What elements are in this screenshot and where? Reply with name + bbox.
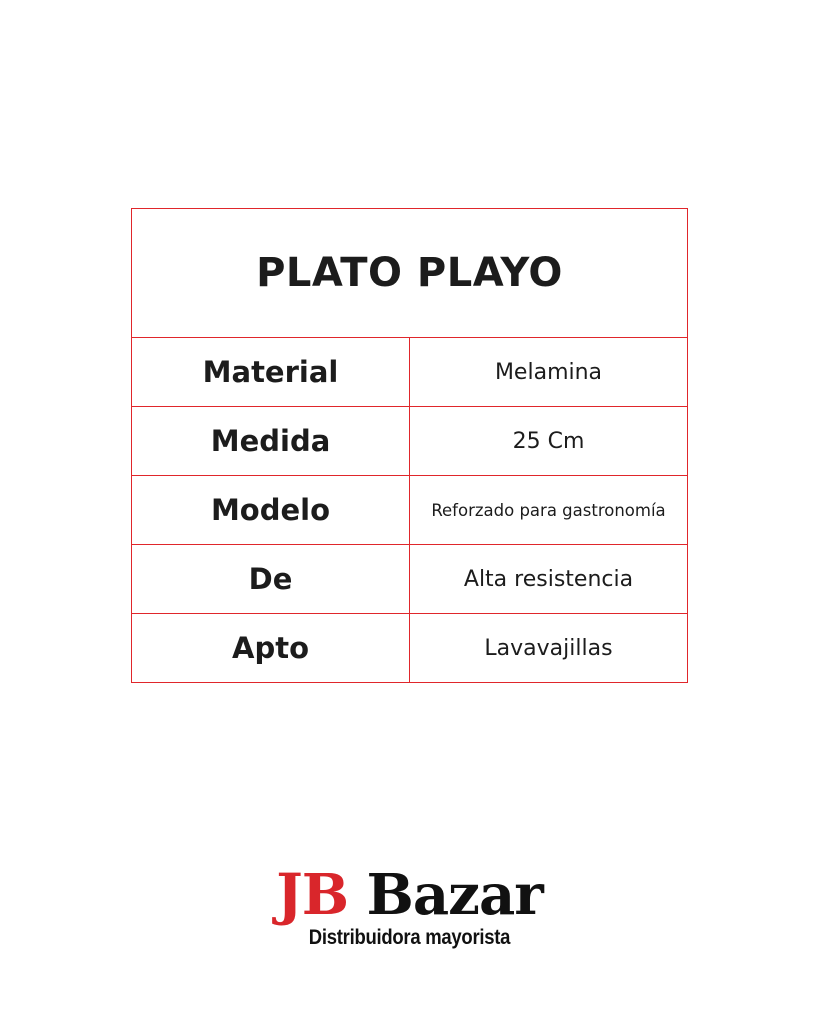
spec-label: Apto xyxy=(132,614,410,683)
spec-row-medida xyxy=(132,407,688,476)
spec-row-de xyxy=(132,545,688,614)
spec-value: Reforzado para gastronomía xyxy=(410,476,688,545)
brand-wordmark xyxy=(276,862,543,928)
spec-value: Lavavajillas xyxy=(410,614,688,683)
brand-name-bazar: Bazar xyxy=(366,862,543,928)
brand-tagline: Distribuidora mayorista xyxy=(308,926,511,949)
spec-label: Material xyxy=(132,338,410,407)
spec-row-material xyxy=(132,338,688,407)
spec-value: Alta resistencia xyxy=(410,545,688,614)
spec-value: 25 Cm xyxy=(410,407,688,476)
spec-row-modelo xyxy=(132,476,688,545)
spec-table xyxy=(131,208,688,683)
spec-value: Melamina xyxy=(410,338,688,407)
product-title: PLATO PLAYO xyxy=(132,209,688,338)
brand-logo xyxy=(0,862,819,928)
spec-label: Modelo xyxy=(132,476,410,545)
spec-row-apto xyxy=(132,614,688,683)
spec-label: De xyxy=(132,545,410,614)
brand-name-jb: JB xyxy=(276,862,349,928)
title-row xyxy=(132,209,688,338)
spec-label: Medida xyxy=(132,407,410,476)
